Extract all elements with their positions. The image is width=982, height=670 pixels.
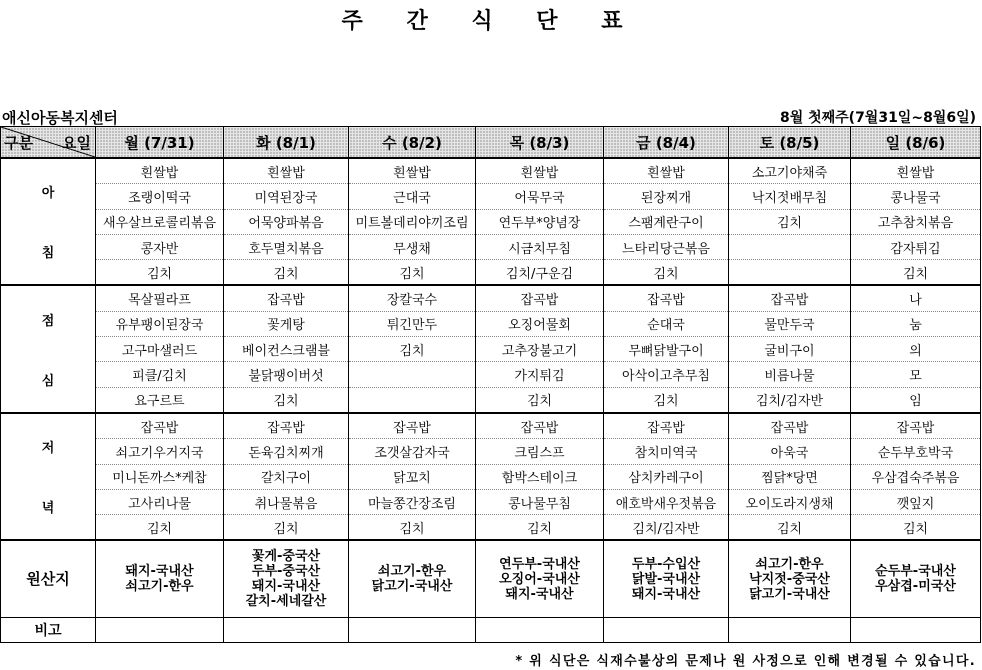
menu-cell	[729, 260, 851, 286]
menu-cell: 김치	[604, 387, 729, 413]
menu-cell: 물만두국	[729, 311, 851, 336]
origin-cell: 쇠고기-한우 낙지젓-중국산 닭고기-국내산	[729, 540, 851, 618]
menu-cell: 된장찌개	[604, 184, 729, 209]
day-header: 목 (8/3)	[476, 127, 604, 159]
menu-cell: 어묵양파볶음	[224, 209, 349, 234]
menu-cell: 찜닭*당면	[729, 464, 851, 489]
menu-cell: 아삭이고추무침	[604, 362, 729, 387]
menu-cell: 무뼈닭발구이	[604, 337, 729, 362]
menu-cell: 조랭이떡국	[96, 184, 224, 209]
menu-row	[1, 158, 981, 184]
meal-label	[1, 158, 96, 285]
note-cell	[851, 618, 981, 643]
menu-cell: 오징어물회	[476, 311, 604, 336]
footnote: * 위 식단은 식재수불상의 문제나 원 사정으로 인해 변경될 수 있습니다.	[515, 654, 976, 669]
menu-cell: 김치	[476, 387, 604, 413]
menu-cell: 흰쌀밥	[349, 158, 476, 184]
menu-cell: 콩나물무침	[476, 489, 604, 514]
menu-cell: 콩자반	[96, 234, 224, 259]
menu-cell: 아욱국	[729, 439, 851, 464]
note-cell	[476, 618, 604, 643]
menu-row	[1, 413, 981, 439]
menu-cell: 참치미역국	[604, 439, 729, 464]
menu-cell: 요구르트	[96, 387, 224, 413]
menu-cell: 잡곡밥	[729, 285, 851, 311]
menu-row	[1, 489, 981, 514]
menu-cell: 잡곡밥	[476, 285, 604, 311]
note-cell	[729, 618, 851, 643]
menu-cell: 소고기야채죽	[729, 158, 851, 184]
menu-cell: 김치/김자반	[729, 387, 851, 413]
menu-cell: 깻잎지	[851, 489, 981, 514]
menu-cell: 함박스테이크	[476, 464, 604, 489]
menu-cell: 우삼겹숙주볶음	[851, 464, 981, 489]
menu-cell: 김치	[349, 260, 476, 286]
menu-row	[1, 184, 981, 209]
origin-cell: 쇠고기-한우 닭고기-국내산	[349, 540, 476, 618]
menu-cell: 김치	[729, 515, 851, 541]
note-cell	[349, 618, 476, 643]
meal-label	[1, 413, 96, 540]
menu-cell: 가지튀김	[476, 362, 604, 387]
menu-cell: 미니돈까스*케찹	[96, 464, 224, 489]
menu-cell: 김치	[349, 337, 476, 362]
menu-cell: 김치	[476, 515, 604, 541]
meal-label	[1, 285, 96, 412]
menu-cell: 애호박새우젓볶음	[604, 489, 729, 514]
origin-cell: 두부-수입산 닭발-국내산 돼지-국내산	[604, 540, 729, 618]
menu-cell: 잡곡밥	[96, 413, 224, 439]
menu-cell: 꽃게탕	[224, 311, 349, 336]
menu-cell: 조갯살감자국	[349, 439, 476, 464]
menu-cell: 목살필라프	[96, 285, 224, 311]
menu-cell: 의	[851, 337, 981, 362]
menu-cell: 감자튀김	[851, 234, 981, 259]
menu-row	[1, 387, 981, 413]
menu-cell: 스팸계란구이	[604, 209, 729, 234]
menu-cell: 비름나물	[729, 362, 851, 387]
menu-cell: 미역된장국	[224, 184, 349, 209]
menu-cell: 돈육김치찌개	[224, 439, 349, 464]
menu-cell: 잡곡밥	[349, 413, 476, 439]
origin-label: 원산지	[1, 540, 96, 618]
corner-header	[1, 127, 96, 159]
menu-row	[1, 209, 981, 234]
menu-row	[1, 515, 981, 541]
menu-cell: 흰쌀밥	[476, 158, 604, 184]
meal-label-char: 녁	[41, 501, 55, 517]
menu-cell: 김치	[729, 209, 851, 234]
menu-cell: 장칼국수	[349, 285, 476, 311]
day-header: 금 (8/4)	[604, 127, 729, 159]
day-header: 일 (8/6)	[851, 127, 981, 159]
menu-row	[1, 362, 981, 387]
day-header: 토 (8/5)	[729, 127, 851, 159]
menu-cell: 김치	[604, 260, 729, 286]
menu-cell: 김치	[96, 260, 224, 286]
menu-cell: 쇠고기우거지국	[96, 439, 224, 464]
menu-cell: 임	[851, 387, 981, 413]
menu-cell: 잡곡밥	[224, 285, 349, 311]
menu-row	[1, 285, 981, 311]
menu-cell: 취나물볶음	[224, 489, 349, 514]
meal-label-char: 점	[41, 313, 55, 329]
menu-cell: 김치	[349, 515, 476, 541]
menu-cell: 콩나물국	[851, 184, 981, 209]
menu-cell: 잡곡밥	[604, 285, 729, 311]
menu-cell: 잡곡밥	[729, 413, 851, 439]
menu-cell: 김치	[851, 260, 981, 286]
menu-cell: 굴비구이	[729, 337, 851, 362]
menu-cell: 근대국	[349, 184, 476, 209]
menu-cell: 흰쌀밥	[96, 158, 224, 184]
menu-cell: 김치	[851, 515, 981, 541]
menu-cell	[729, 234, 851, 259]
day-header: 월 (7/31)	[96, 127, 224, 159]
category-label: 구분	[4, 134, 33, 152]
menu-cell: 흰쌀밥	[851, 158, 981, 184]
organization-name: 애신아동복지센터	[2, 109, 118, 127]
menu-cell: 삼치카레구이	[604, 464, 729, 489]
menu-cell: 고사리나물	[96, 489, 224, 514]
menu-cell: 잡곡밥	[224, 413, 349, 439]
page-title: 주 간 식 단 표	[341, 9, 641, 34]
week-label: 8월 첫째주(7월31일~8월6일)	[779, 110, 976, 126]
menu-cell: 연두부*양념장	[476, 209, 604, 234]
menu-row	[1, 464, 981, 489]
menu-cell: 피클/김치	[96, 362, 224, 387]
menu-cell: 김치/김자반	[604, 515, 729, 541]
origin-cell: 꽃게-중국산 두부-중국산 돼지-국내산 갈치-세네갈산	[224, 540, 349, 618]
menu-cell	[349, 362, 476, 387]
menu-cell: 김치/구운김	[476, 260, 604, 286]
menu-cell: 잡곡밥	[604, 413, 729, 439]
day-label: 요일	[62, 134, 91, 152]
menu-cell: 나	[851, 285, 981, 311]
menu-cell: 잡곡밥	[851, 413, 981, 439]
menu-cell: 순두부호박국	[851, 439, 981, 464]
note-cell	[96, 618, 224, 643]
menu-cell: 느타리당근볶음	[604, 234, 729, 259]
menu-cell: 닭꼬치	[349, 464, 476, 489]
menu-cell: 고추참치볶음	[851, 209, 981, 234]
note-cell	[224, 618, 349, 643]
menu-cell: 오이도라지생채	[729, 489, 851, 514]
menu-row	[1, 234, 981, 259]
menu-row	[1, 337, 981, 362]
menu-cell: 잡곡밥	[476, 413, 604, 439]
menu-cell: 김치	[224, 260, 349, 286]
day-header: 수 (8/2)	[349, 127, 476, 159]
origin-cell: 연두부-국내산 오징어-국내산 돼지-국내산	[476, 540, 604, 618]
menu-cell: 어묵무국	[476, 184, 604, 209]
meal-label-char: 침	[41, 246, 55, 262]
weekly-menu-table	[0, 126, 981, 643]
menu-cell: 베이컨스크램블	[224, 337, 349, 362]
menu-cell: 새우살브로콜리볶음	[96, 209, 224, 234]
note-cell	[604, 618, 729, 643]
note-row	[1, 618, 981, 643]
menu-cell: 무생채	[349, 234, 476, 259]
origin-cell: 순두부-국내산 우삼겹-미국산	[851, 540, 981, 618]
menu-cell: 낙지젓배무침	[729, 184, 851, 209]
menu-cell: 김치	[96, 515, 224, 541]
menu-cell: 모	[851, 362, 981, 387]
menu-row	[1, 439, 981, 464]
menu-cell: 고추장불고기	[476, 337, 604, 362]
menu-cell: 김치	[224, 515, 349, 541]
menu-cell: 마늘쫑간장조림	[349, 489, 476, 514]
meal-label-char: 저	[41, 441, 55, 457]
menu-row	[1, 311, 981, 336]
note-label: 비고	[1, 618, 96, 643]
day-header: 화 (8/1)	[224, 127, 349, 159]
menu-cell: 불닭팽이버섯	[224, 362, 349, 387]
menu-cell: 호두멸치볶음	[224, 234, 349, 259]
menu-cell: 눔	[851, 311, 981, 336]
header-row	[1, 127, 981, 159]
origin-cell: 돼지-국내산 쇠고기-한우	[96, 540, 224, 618]
menu-cell: 튀긴만두	[349, 311, 476, 336]
menu-row	[1, 260, 981, 286]
menu-cell: 흰쌀밥	[604, 158, 729, 184]
menu-cell: 순대국	[604, 311, 729, 336]
menu-cell: 미트볼데리야끼조림	[349, 209, 476, 234]
menu-cell: 유부팽이된장국	[96, 311, 224, 336]
menu-cell: 갈치구이	[224, 464, 349, 489]
meal-label-char: 심	[41, 373, 55, 389]
origin-row	[1, 540, 981, 618]
menu-cell	[349, 387, 476, 413]
menu-cell: 고구마샐러드	[96, 337, 224, 362]
menu-cell: 시금치무침	[476, 234, 604, 259]
menu-cell: 흰쌀밥	[224, 158, 349, 184]
menu-cell: 크림스프	[476, 439, 604, 464]
meal-label-char: 아	[41, 186, 55, 202]
menu-cell: 김치	[224, 387, 349, 413]
